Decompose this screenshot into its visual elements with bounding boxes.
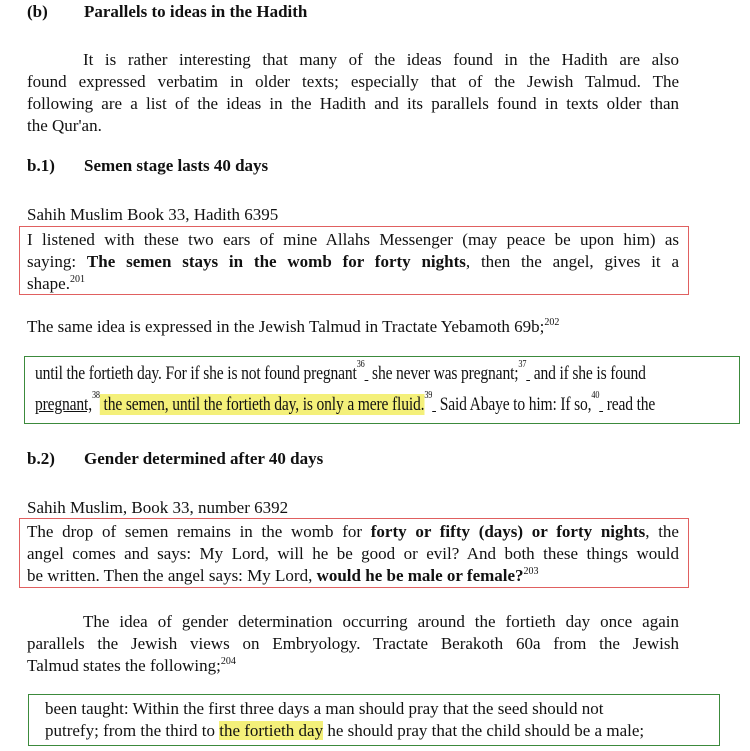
intro-line: found expressed verbatim in older texts; especially that of the Jewish Talmud. The — [27, 72, 679, 91]
talmud-text: Said Abaye to him: If so, — [435, 394, 592, 415]
footnote-ref: 36 — [356, 359, 365, 370]
subsection-b2-title: Gender determined after 40 days — [84, 449, 324, 468]
talmud-line: been taught: Within the first three days a man should pray that the seed should not — [45, 699, 604, 718]
parallel-text: The same idea is expressed in the Jewish Talmud in Tractate Yebamoth 69b; — [27, 317, 545, 336]
quote-text: shape. — [27, 274, 70, 293]
quote-line: I listened with these two ears of mine Allahs Messenger (may peace be upon him) as — [27, 230, 679, 249]
b1-parallel-text — [27, 316, 559, 338]
talmud-text: pregnant, — [35, 394, 92, 415]
intro-line: It is rather interesting that many of the ideas found in the Hadith are also — [83, 50, 679, 69]
footnote-ref: 38 — [91, 390, 100, 401]
footnote-ref: 37 — [518, 359, 527, 370]
quote-text: The drop of semen remains in the womb for — [27, 522, 371, 541]
talmud-text: and if she is found — [530, 363, 646, 384]
paragraph-line: parallels the Jewish views on Embryology. Tractate Berakoth 60a from the Jewish — [27, 634, 679, 653]
subsection-b1-label: b.1) — [27, 156, 55, 175]
quote-line — [27, 521, 679, 543]
hadith-quote-1 — [27, 229, 679, 295]
quote-line: angel comes and says: My Lord, will he be good or evil? And both these things would — [27, 544, 679, 563]
quote-line — [27, 251, 679, 273]
quote-line — [27, 273, 679, 295]
gender-paragraph — [27, 611, 679, 677]
quote-text: be written. Then the angel says: My Lord, — [27, 566, 317, 585]
quote-bold-text: would he be male or female? — [316, 566, 524, 585]
intro-paragraph — [27, 49, 679, 137]
paragraph-line — [27, 655, 679, 677]
quote-bold-text: The semen stays in the womb for forty nights — [86, 252, 466, 271]
paragraph-line: The idea of gender determination occurring around the fortieth day once again — [83, 612, 679, 631]
subsection-b1-title: Semen stage lasts 40 days — [84, 156, 269, 175]
talmud-text: she never was pregnant; — [368, 363, 519, 384]
quote-text: , then the angel, gives it a — [465, 252, 679, 271]
quote-bold-text: forty or fifty (days) or forty nights — [370, 522, 646, 541]
footnote-ref: 40 — [591, 390, 600, 401]
highlighted-text: the fortieth day — [219, 721, 324, 740]
talmud-line — [35, 390, 656, 416]
talmud-excerpt-box-1 — [24, 356, 740, 424]
footnote-ref: 202 — [544, 317, 560, 328]
talmud-text: he should pray that the child should be a male; — [323, 721, 645, 740]
paragraph-text: Talmud states the following; — [27, 656, 221, 675]
quote-text: saying: — [27, 252, 87, 271]
footnote-ref: 203 — [523, 566, 539, 577]
talmud-text: read the — [603, 394, 656, 415]
intro-line: following are a list of the ideas in the Hadith and its parallels found in texts older than — [27, 94, 679, 113]
b1-source: Sahih Muslim Book 33, Hadith 6395 — [27, 205, 279, 224]
talmud-text: until the fortieth day. For if she is not found pregnant — [35, 363, 357, 384]
highlighted-text: the semen, until the fortieth day, is only a mere fluid. — [99, 394, 425, 415]
talmud-text: putrefy; from the third to — [45, 721, 220, 740]
subsection-b2-label: b.2) — [27, 449, 55, 468]
footnote-ref: 201 — [69, 274, 85, 285]
b2-source: Sahih Muslim, Book 33, number 6392 — [27, 498, 289, 517]
talmud-excerpt-box-2 — [28, 694, 720, 746]
quote-text: , the — [645, 522, 679, 541]
quote-line — [27, 565, 679, 587]
intro-line: the Qur'an. — [27, 116, 102, 135]
footnote-ref: 39 — [424, 390, 433, 401]
hadith-quote-2 — [27, 521, 679, 587]
section-label: (b) — [27, 2, 48, 21]
footnote-ref: 204 — [220, 656, 236, 667]
section-title: Parallels to ideas in the Hadith — [84, 2, 308, 21]
talmud-line — [35, 359, 646, 385]
talmud-line — [45, 720, 644, 742]
